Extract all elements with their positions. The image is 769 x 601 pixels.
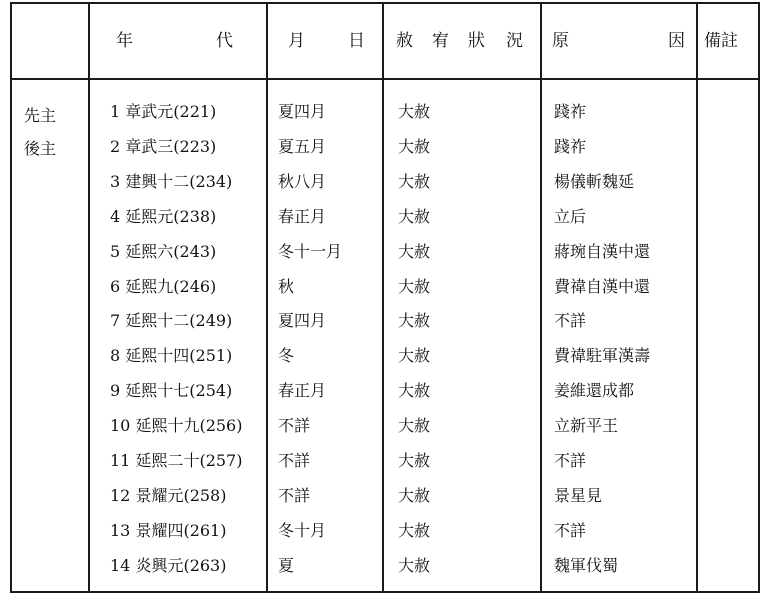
header-amnesty-char: 況 <box>506 31 524 51</box>
cell-era: 13 景耀四(261) <box>110 521 227 540</box>
cell-era: 10 延熙十九(256) <box>110 416 243 435</box>
ruler-first: 先主 <box>24 106 57 125</box>
cell-date: 秋 <box>278 277 295 296</box>
ruler-second: 後主 <box>24 139 57 158</box>
cell-reason: 費禕自漢中還 <box>554 277 651 296</box>
cell-reason: 踐祚 <box>554 102 587 121</box>
cell-status: 大赦 <box>398 521 431 540</box>
cell-date: 冬十一月 <box>278 242 343 261</box>
cell-status: 大赦 <box>398 207 431 226</box>
cell-date: 冬十月 <box>278 521 327 540</box>
cell-reason: 不詳 <box>554 451 587 470</box>
cell-reason: 費禕駐軍漢壽 <box>554 346 651 365</box>
cell-status: 大赦 <box>398 416 431 435</box>
cell-era: 1 章武元(221) <box>110 102 217 121</box>
cell-era: 6 延熙九(246) <box>110 277 217 296</box>
header-amnesty-char: 赦 <box>396 31 414 51</box>
cell-reason: 楊儀斬魏延 <box>554 172 635 191</box>
cell-date: 不詳 <box>278 486 311 505</box>
header-reason-right: 因 <box>668 31 686 51</box>
column-divider <box>696 4 698 591</box>
cell-date: 夏四月 <box>278 311 327 330</box>
cell-reason: 踐祚 <box>554 137 587 156</box>
header-era-right: 代 <box>216 31 234 51</box>
cell-status: 大赦 <box>398 451 431 470</box>
cell-status: 大赦 <box>398 556 431 575</box>
cell-era: 4 延熙元(238) <box>110 207 217 226</box>
cell-era: 5 延熙六(243) <box>110 242 217 261</box>
cell-era: 9 延熙十七(254) <box>110 381 233 400</box>
cell-era: 12 景耀元(258) <box>110 486 227 505</box>
cell-reason: 立新平王 <box>554 416 619 435</box>
cell-status: 大赦 <box>398 277 431 296</box>
header-date-left: 月 <box>288 31 306 51</box>
cell-date: 春正月 <box>278 207 327 226</box>
cell-status: 大赦 <box>398 102 431 121</box>
cell-reason: 姜維還成都 <box>554 381 635 400</box>
cell-date: 秋八月 <box>278 172 327 191</box>
header-amnesty-char: 狀 <box>468 31 486 51</box>
header-remarks: 備註 <box>704 31 738 51</box>
cell-reason: 蔣琬自漢中還 <box>554 242 651 261</box>
cell-date: 不詳 <box>278 451 311 470</box>
cell-era: 8 延熙十四(251) <box>110 346 233 365</box>
cell-era: 7 延熙十二(249) <box>110 311 233 330</box>
cell-reason: 不詳 <box>554 311 587 330</box>
cell-reason: 魏軍伐蜀 <box>554 556 619 575</box>
cell-status: 大赦 <box>398 137 431 156</box>
cell-date: 夏五月 <box>278 137 327 156</box>
cell-reason: 立后 <box>554 207 587 226</box>
cell-status: 大赦 <box>398 311 431 330</box>
column-divider <box>540 4 542 591</box>
header-reason-left: 原 <box>552 31 570 51</box>
cell-date: 夏 <box>278 556 295 575</box>
cell-era: 3 建興十二(234) <box>110 172 233 191</box>
cell-status: 大赦 <box>398 242 431 261</box>
header-date-right: 日 <box>348 31 366 51</box>
cell-status: 大赦 <box>398 346 431 365</box>
cell-date: 冬 <box>278 346 295 365</box>
column-divider <box>382 4 384 591</box>
cell-date: 不詳 <box>278 416 311 435</box>
amnesty-table <box>10 2 760 593</box>
header-amnesty-char: 宥 <box>432 31 450 51</box>
column-divider <box>88 4 90 591</box>
column-divider <box>266 4 268 591</box>
cell-era: 14 炎興元(263) <box>110 556 227 575</box>
cell-status: 大赦 <box>398 172 431 191</box>
cell-status: 大赦 <box>398 381 431 400</box>
cell-reason: 景星見 <box>554 486 603 505</box>
cell-reason: 不詳 <box>554 521 587 540</box>
cell-date: 春正月 <box>278 381 327 400</box>
header-divider <box>12 78 758 80</box>
cell-era: 11 延熙二十(257) <box>110 451 243 470</box>
cell-era: 2 章武三(223) <box>110 137 217 156</box>
header-era-left: 年 <box>116 31 134 51</box>
cell-status: 大赦 <box>398 486 431 505</box>
cell-date: 夏四月 <box>278 102 327 121</box>
